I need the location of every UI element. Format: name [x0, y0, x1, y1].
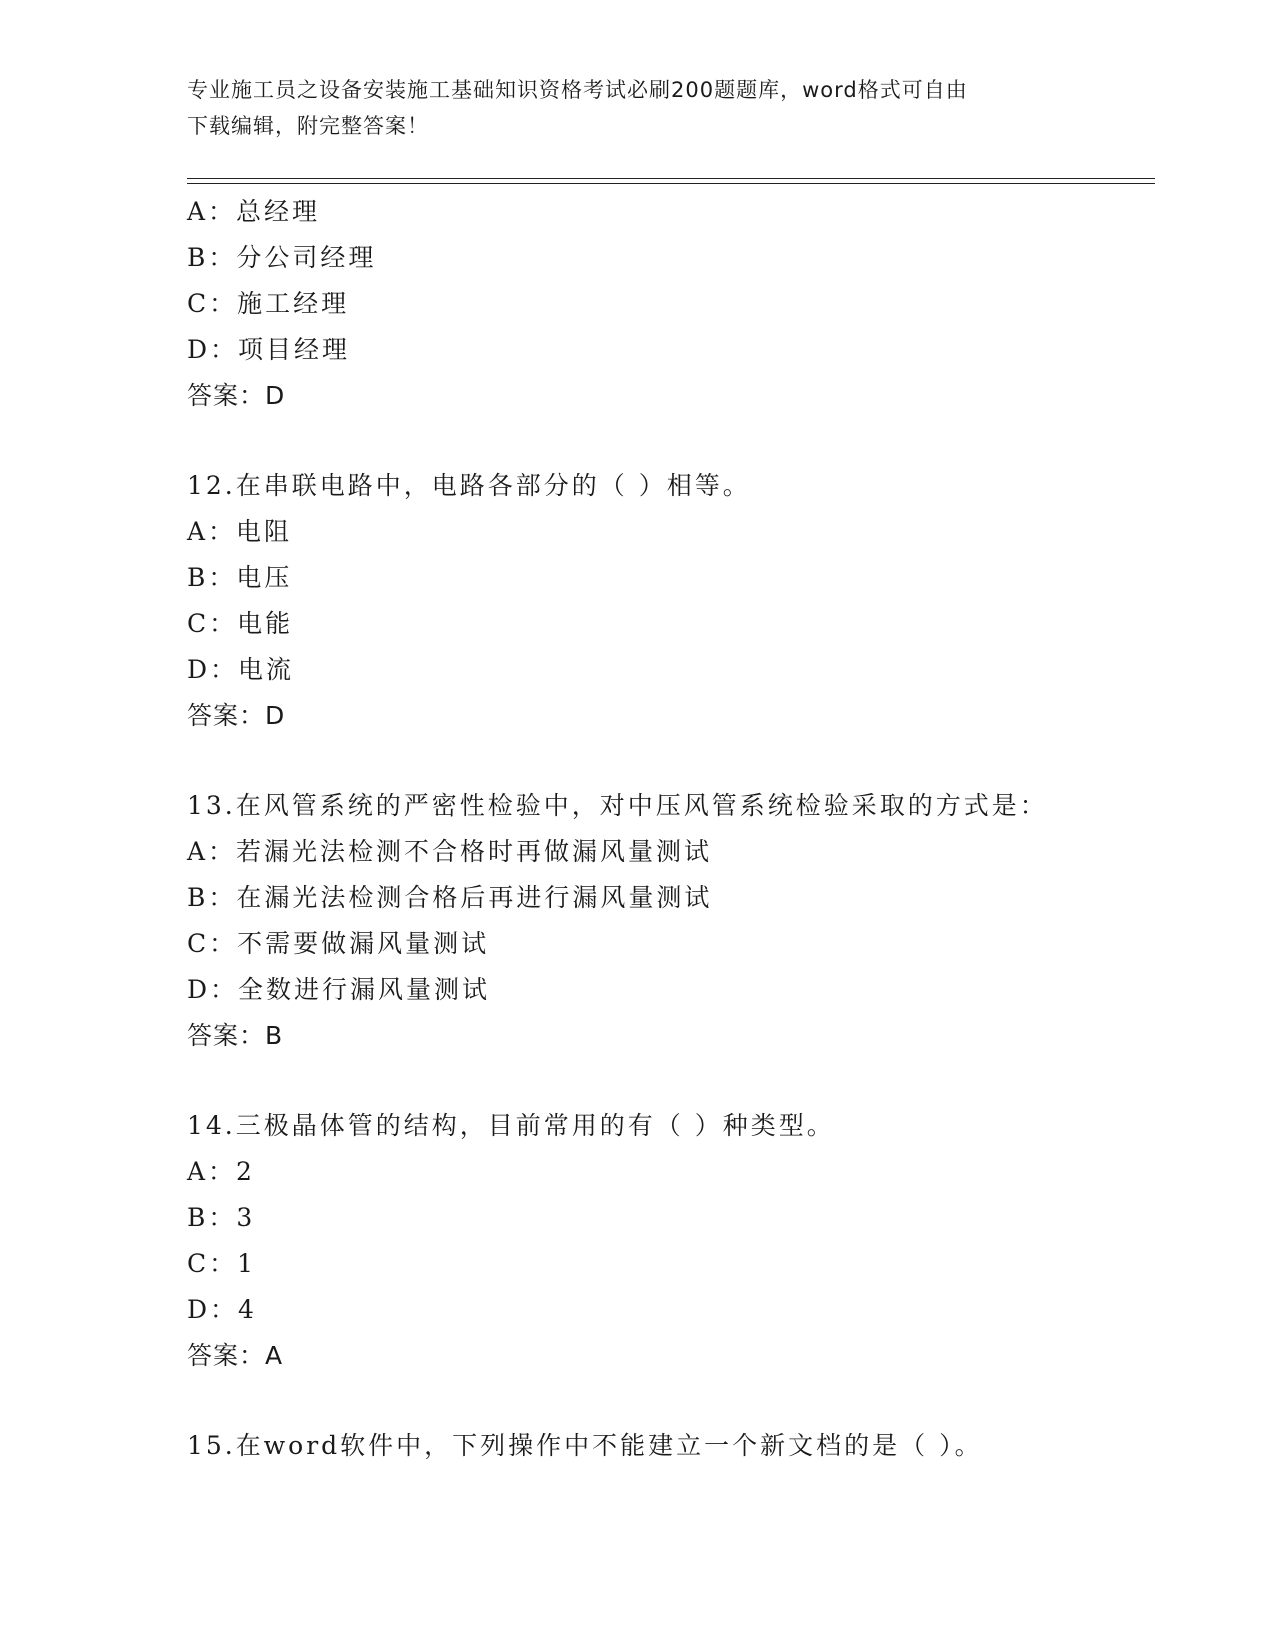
- option-d: D：电流: [187, 655, 295, 684]
- option-d: D：项目经理: [187, 335, 351, 364]
- option-c: C：电能: [187, 609, 294, 638]
- option-a: A：2: [187, 1157, 255, 1186]
- question-12: [187, 463, 1157, 739]
- option-b: B：3: [187, 1203, 256, 1232]
- option-a: A：电阻: [187, 517, 293, 546]
- question-14: [187, 1103, 1157, 1379]
- option-d: D：4: [187, 1295, 257, 1324]
- header-divider-bottom: [187, 183, 1155, 184]
- header-divider-top: [187, 178, 1155, 179]
- header-title-line-2: 下载编辑，附完整答案！: [187, 114, 429, 138]
- option-c: C：不需要做漏风量测试: [187, 929, 490, 958]
- question-11-continued: [187, 189, 1157, 419]
- question-stem: 12.在串联电路中，电路各部分的（ ）相等。: [187, 471, 751, 500]
- option-d: D：全数进行漏风量测试: [187, 975, 491, 1004]
- answer: 答案：A: [187, 1341, 284, 1370]
- question-stem: 15.在word软件中，下列操作中不能建立一个新文档的是（ ）。: [187, 1431, 983, 1460]
- answer: 答案：D: [187, 701, 286, 730]
- option-c: C：1: [187, 1249, 257, 1278]
- option-c: C：施工经理: [187, 289, 350, 318]
- question-stem: 13.在风管系统的严密性检验中，对中压风管系统检验采取的方式是：: [187, 791, 1048, 820]
- question-stem: 14.三极晶体管的结构，目前常用的有（ ）种类型。: [187, 1111, 835, 1140]
- document-header: [187, 72, 1087, 144]
- answer: 答案：D: [187, 381, 286, 410]
- answer: 答案：B: [187, 1021, 284, 1050]
- question-list: [187, 189, 1157, 1469]
- header-title-line-1: 专业施工员之设备安装施工基础知识资格考试必刷200题题库，word格式可自由: [187, 78, 968, 102]
- option-a: A：若漏光法检测不合格时再做漏风量测试: [187, 837, 713, 866]
- option-b: B：电压: [187, 563, 293, 592]
- question-15: [187, 1423, 1157, 1469]
- option-b: B：在漏光法检测合格后再进行漏风量测试: [187, 883, 713, 912]
- option-a: A：总经理: [187, 197, 321, 226]
- option-b: B：分公司经理: [187, 243, 377, 272]
- question-13: [187, 783, 1157, 1059]
